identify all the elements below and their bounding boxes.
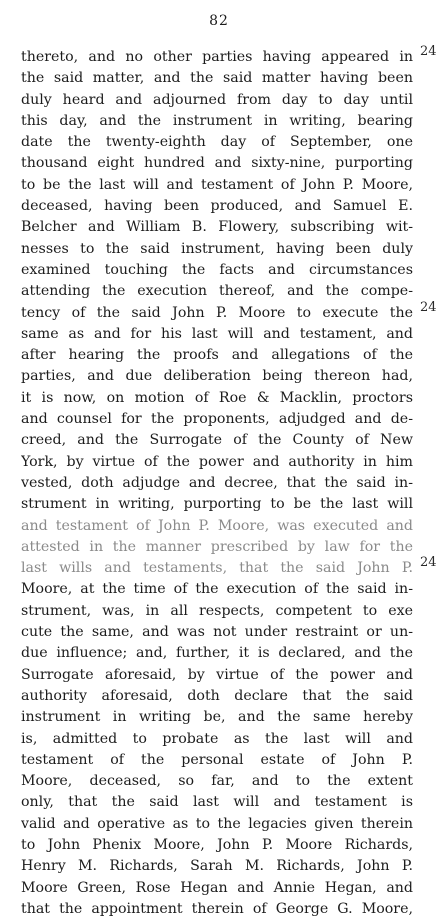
text-line: Moore Green, Rose Hegan and Annie Hegan, and xyxy=(21,879,413,896)
text-line: deceased, having been produced, and Samuel E. xyxy=(21,198,413,215)
text-line: and testament of John P. Moore, was executed and xyxy=(21,517,413,534)
text-line: last wills and testaments, that the said John P. xyxy=(21,560,413,577)
text-line: authority aforesaid, doth declare that the said xyxy=(21,687,413,704)
margin-line-number: 24 xyxy=(420,44,437,59)
text-line: Henry M. Richards, Sarah M. Richards, John P. xyxy=(21,858,413,875)
page-number: 82 xyxy=(209,13,229,29)
text-line: nesses to the said instrument, having been duly xyxy=(21,240,413,257)
text-line: testament of the personal estate of John P. xyxy=(21,751,413,768)
text-line: cute the same, and was not under restraint or un- xyxy=(21,624,413,641)
margin-line-number: 24 xyxy=(420,555,437,570)
text-line: thereto, and no other parties having appeared in xyxy=(21,49,413,65)
text-line: same as and for his last will and testament, and xyxy=(21,325,413,342)
text-line: York, by virtue of the power and authority in him xyxy=(21,453,413,470)
text-line: valid and operative as to the legacies given therein xyxy=(21,815,413,832)
text-line: parties, and due deliberation being thereon had, xyxy=(21,368,413,385)
text-line: Belcher and William B. Flowery, subscribing wit- xyxy=(21,219,413,236)
text-line: this day, and the instrument in writing, bearing xyxy=(21,112,413,129)
text-line: to John Phenix Moore, John P. Moore Richards, xyxy=(21,836,413,853)
text-line: after hearing the proofs and allegations of the xyxy=(21,347,413,364)
text-line: date the twenty-eighth day of September, one xyxy=(21,134,413,151)
text-line: and counsel for the proponents, adjudged and de- xyxy=(21,411,413,428)
text-line: vested, doth adjudge and decree, that the said in- xyxy=(21,474,413,491)
text-line: instrument in writing be, and the same hereby xyxy=(21,709,413,726)
text-line: thousand eight hundred and sixty-nine, purporting xyxy=(21,155,413,172)
text-line: attested in the manner prescribed by law for the xyxy=(21,538,413,555)
text-line: it is now, on motion of Roe & Macklin, proctors xyxy=(21,389,413,406)
text-line: attending the execution thereof, and the compe- xyxy=(21,283,413,300)
text-line: strument, was, in all respects, competent to exe xyxy=(21,602,413,619)
text-line: Surrogate aforesaid, by virtue of the power and xyxy=(21,666,413,683)
text-line: strument in writing, purporting to be the last will xyxy=(21,496,413,513)
text-line: Moore, at the time of the execution of the said in- xyxy=(21,581,413,598)
text-line: creed, and the Surrogate of the County of New xyxy=(21,432,413,449)
text-line: due influence; and, further, it is declared, and the xyxy=(21,645,413,662)
margin-line-number: 24 xyxy=(420,300,437,315)
text-line: only, that the said last will and testament is xyxy=(21,794,413,811)
text-line: is, admitted to probate as the last will and xyxy=(21,730,413,747)
body-text xyxy=(21,47,413,920)
text-line: tency of the said John P. Moore to execute the xyxy=(21,304,413,321)
text-line: the said matter, and the said matter having been xyxy=(21,70,413,87)
text-line: Moore, deceased, so far, and to the extent xyxy=(21,773,413,790)
text-line: to be the last will and testament of John P. Moore, xyxy=(21,176,413,193)
text-line: that the appointment therein of George G. Moore, xyxy=(21,900,413,917)
text-line: duly heard and adjourned from day to day until xyxy=(21,91,413,108)
text-line: examined touching the facts and circumstances xyxy=(21,261,413,278)
